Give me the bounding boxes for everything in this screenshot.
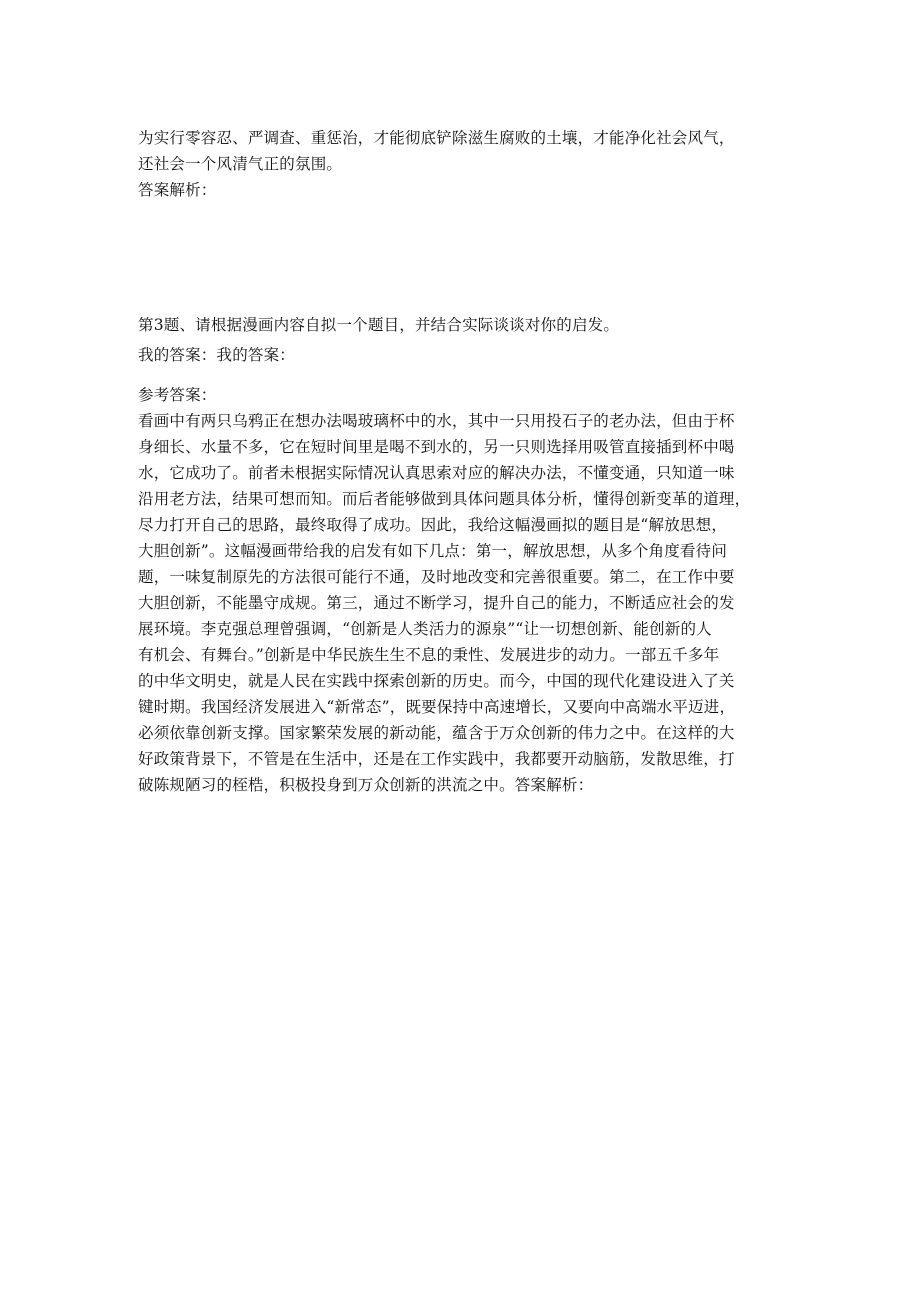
text-line: 为实行零容忍、严调查、重惩治，才能彻底铲除滋生腐败的土壤，才能净化社会风气， bbox=[138, 129, 735, 147]
reference-answer-label: 参考答案： bbox=[138, 386, 217, 404]
text-line: 必须依靠创新支撑。国家繁荣发展的新动能，蕴含于万众创新的伟力之中。在这样的大 bbox=[138, 724, 735, 742]
text-line: 沿用老方法，结果可想而知。而后者能够做到具体问题具体分析，懂得创新变革的道理， bbox=[138, 490, 751, 508]
text-line: 题，一味复制原先的方法很可能行不通，及时地改变和完善很重要。第二，在工作中要 bbox=[138, 568, 735, 586]
text-line: 身细长、水量不多，它在短时间里是喝不到水的，另一只则选择用吸管直接插到杯中喝 bbox=[138, 438, 735, 456]
text-line: 水，它成功了。前者未根据实际情况认真思索对应的解决办法，不懂变通，只知道一味 bbox=[138, 464, 735, 482]
text-line: 看画中有两只乌鸦正在想办法喝玻璃杯中的水，其中一只用投石子的老办法，但由于杯 bbox=[138, 412, 735, 430]
text-line: 还社会一个风清气正的氛围。 bbox=[138, 155, 343, 173]
my-answer-label: 我的答案：我的答案： bbox=[138, 346, 296, 364]
text-line: 大胆创新”。这幅漫画带给我的启发有如下几点：第一，解放思想，从多个角度看待问 bbox=[138, 542, 728, 560]
text-line: 展环境。李克强总理曾强调，“创新是人类活力的源泉”“让一切想创新、能创新的人 bbox=[138, 620, 712, 638]
text-line: 的中华文明史，就是人民在实践中探索创新的历史。而今，中国的现代化建设进入了关 bbox=[138, 672, 735, 690]
text-line: 有机会、有舞台。”创新是中华民族生生不息的秉性、发展进步的动力。一部五千多年 bbox=[138, 646, 720, 664]
text-line: 键时期。我国经济发展进入“新常态”，既要保持中高速增长，又要向中高端水平迈进， bbox=[138, 698, 736, 716]
my-answer-section bbox=[138, 342, 782, 368]
text-line: 大胆创新，不能墨守成规。第三，通过不断学习，提升自己的能力，不断适应社会的发 bbox=[138, 594, 735, 612]
question-3 bbox=[138, 312, 782, 338]
reference-answer-section bbox=[138, 382, 782, 798]
previous-answer-text bbox=[138, 125, 782, 203]
answer-analysis-label: 答案解析： bbox=[138, 181, 217, 199]
text-line: 尽力打开自己的思路，最终取得了成功。因此，我给这幅漫画拟的题目是“解放思想， bbox=[138, 516, 728, 534]
text-line: 破陈规陋习的桎梏，积极投身到万众创新的洪流之中。答案解析： bbox=[138, 776, 594, 794]
question-prompt: 第3题、请根据漫画内容自拟一个题目，并结合实际谈谈对你的启发。 bbox=[138, 316, 620, 334]
text-line: 好政策背景下，不管是在生活中，还是在工作实践中，我都要开动脑筋，发散思维，打 bbox=[138, 750, 735, 768]
